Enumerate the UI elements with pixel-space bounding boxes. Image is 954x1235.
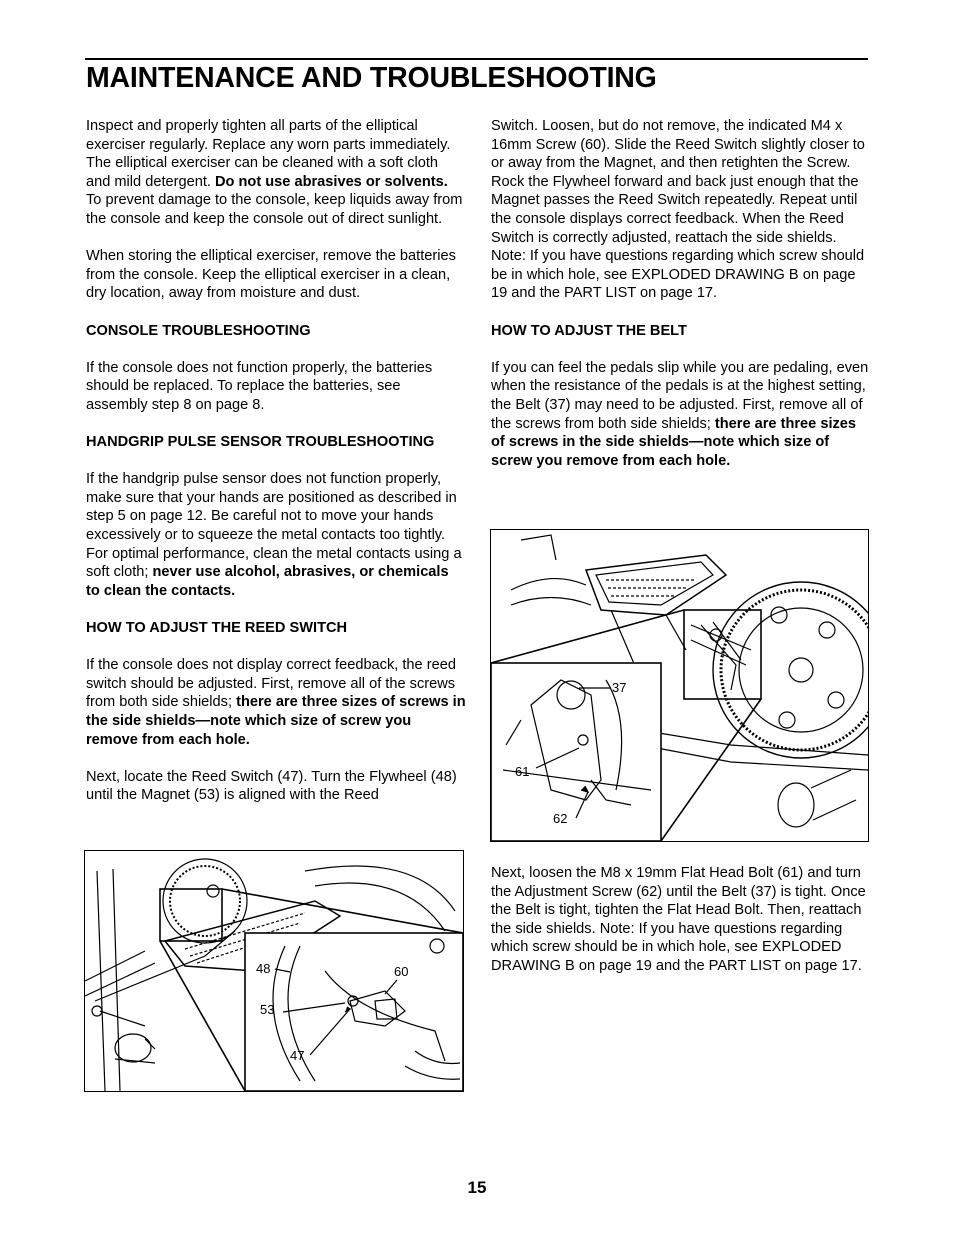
console-heading: CONSOLE TROUBLESHOOTING: [86, 322, 311, 339]
reed-paragraph-2: Next, locate the Reed Switch (47). Turn the Flywheel (48) until the Magnet (53) is aligned with the Reed: [86, 768, 457, 804]
page-title: MAINTENANCE AND TROUBLESHOOTING: [86, 62, 657, 94]
reed-continued-paragraph: Switch. Loosen, but do not remove, the indicated M4 x 16mm Screw (60). Slide the Reed Switch slightly closer to or away from the Magnet, and then retighten the Screw. Rock the Flywheel forward and back just enough that the Magnet passes the Reed Switch repeatedly. Repeat until the console displays correct feedback. When the Reed Switch is correctly adjusted, reattach the side shields. Note: If you have questions regarding which screw should be in which hole, see EXPLODED DRAWING B on page 19 and the PART LIST on page 17.: [491, 118, 865, 302]
reed-paragraph: If the console does not display correct feedback, the reed switch should be adjusted. First, remove all of the screws from both side shields; there are three sizes of screws in the side shields—note which size of screw you remove from each hole.: [86, 657, 466, 748]
left-column: [86, 117, 466, 805]
belt-heading: HOW TO ADJUST THE BELT: [491, 322, 687, 339]
belt-paragraph: If you can feel the pedals slip while you are pedaling, even when the resistance of the pedals is at the highest setting, the Belt (37) may need to be adjusted. First, remove all of the screws from both side shields; there are three sizes of screws in the side shields—note which size of screw you remove from each hole.: [491, 359, 869, 469]
right-column: [491, 117, 871, 470]
belt-paragraph-2: Next, loosen the M8 x 19mm Flat Head Bolt (61) and turn the Adjustment Screw (62) until the Belt (37) is tight. Once the Belt is tight, tighten the Flat Head Bolt. Then, reattach the side shields. Note: If you have questions regarding which screw should be in which hole, see EXPLODED DRAWING B on page 19 and the PART LIST on page 17.: [491, 865, 866, 974]
callout-53: 53: [260, 1002, 275, 1017]
callout-60: 60: [394, 964, 409, 979]
header-rule: [85, 58, 868, 60]
pulse-paragraph: If the handgrip pulse sensor does not function properly, make sure that your hands are positioned as described in step 5 on page 12. Be careful not to move your hands excessively or to squeeze the metal contacts too tightly. For optimal performance, clean the metal contacts using a soft cloth; never use alcohol, abrasives, or chemicals to clean the contacts.: [86, 471, 462, 599]
callout-37: 37: [612, 680, 627, 695]
page-number: 15: [467, 1178, 487, 1197]
belt-illustration: [491, 530, 868, 841]
callout-48: 48: [256, 961, 271, 976]
maintenance-paragraph: Inspect and properly tighten all parts of the elliptical exerciser regularly. Replace any worn parts immediately. The elliptical exerciser can be cleaned with a soft cloth and mild detergent. Do not use abrasives or solvents. To prevent damage to the console, keep liquids away from the console and keep the console out of direct sunlight.: [86, 118, 463, 227]
belt-figure: [490, 529, 869, 842]
callout-61: 61: [515, 764, 530, 779]
reed-heading: HOW TO ADJUST THE REED SWITCH: [86, 620, 348, 637]
callout-47: 47: [290, 1048, 305, 1063]
console-paragraph: If the console does not function properly, the batteries should be replaced. To replace the batteries, see assembly step 8 on page 8.: [86, 359, 433, 413]
storage-paragraph: When storing the elliptical exerciser, remove the batteries from the console. Keep the elliptical exerciser in a clean, dry location, away from moisture and dust.: [86, 248, 456, 302]
reed-switch-figure: [84, 850, 464, 1092]
callout-62: 62: [553, 811, 568, 826]
pulse-heading: HANDGRIP PULSE SENSOR TROUBLESHOOTING: [86, 434, 435, 451]
